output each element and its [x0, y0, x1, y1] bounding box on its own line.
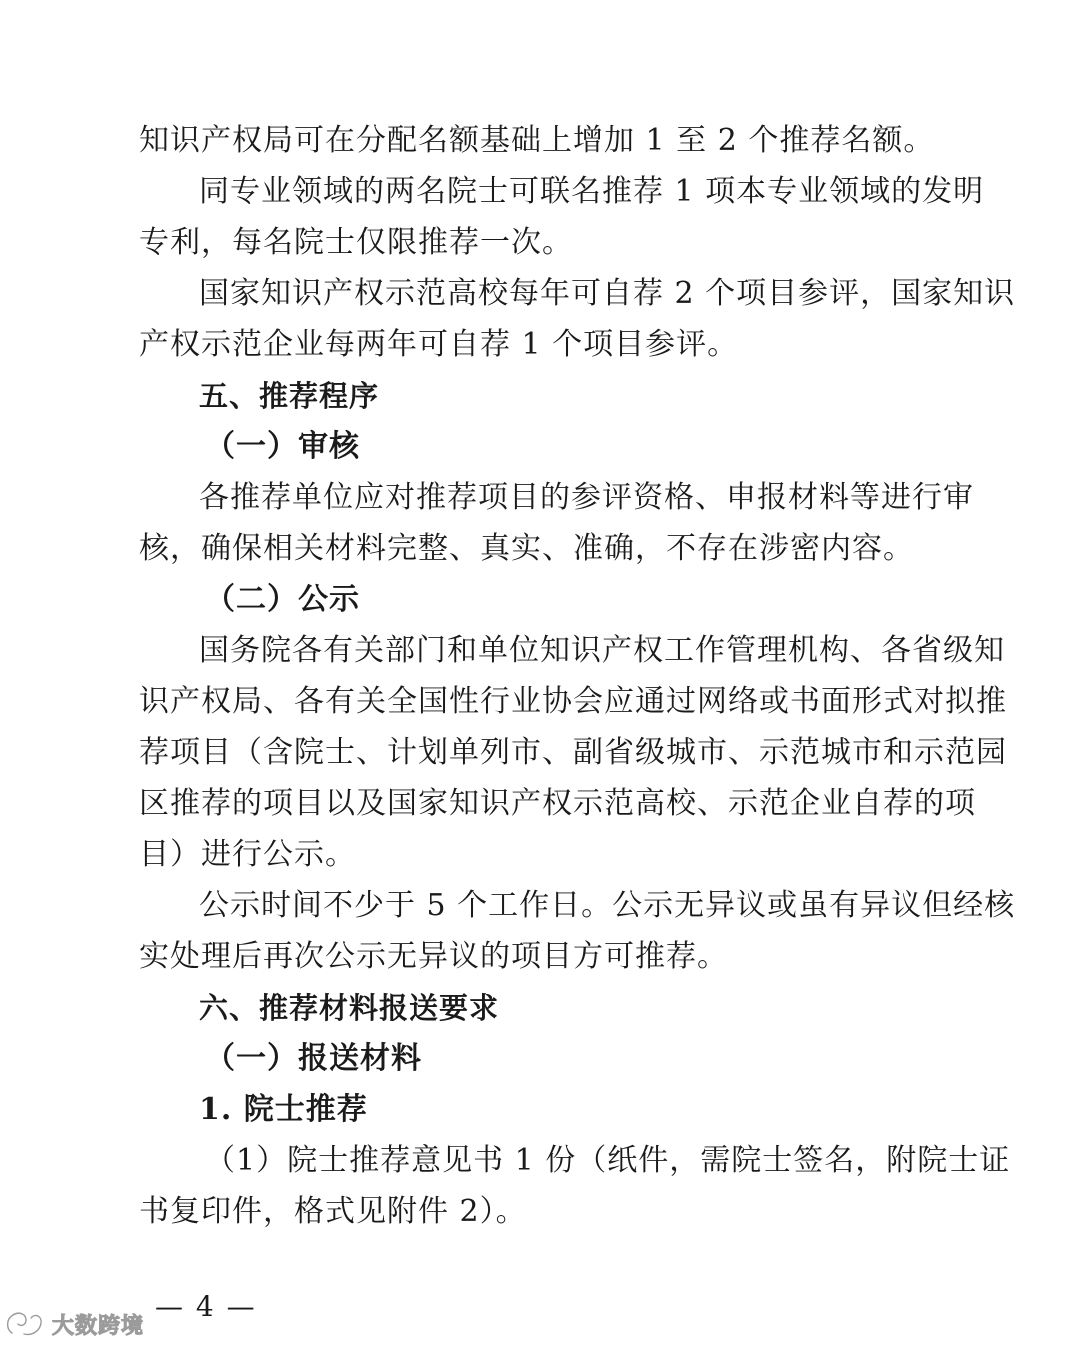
section-heading-6: 六、推荐材料报送要求: [199, 991, 500, 1025]
body-line-1: 知识产权局可在分配名额基础上增加 1 至 2 个推荐名额。: [139, 123, 935, 158]
body-line-16: 公示时间不少于 5 个工作日。公示无异议或虽有异议但经核: [199, 888, 1016, 923]
body-line-9: 核，确保相关材料完整、真实、准确，不存在涉密内容。: [139, 531, 914, 566]
body-line-22: 书复印件，格式见附件 2）。: [139, 1194, 527, 1229]
watermark-logo-icon: [4, 1309, 46, 1339]
body-line-14: 区推荐的项目以及国家知识产权示范高校、示范企业自荐的项: [139, 786, 976, 821]
body-line-21: （1）院士推荐意见书 1 份（纸件，需院士签名，附院士证: [205, 1143, 1011, 1178]
section-heading-5: 五、推荐程序: [199, 379, 380, 413]
watermark: [4, 1306, 144, 1342]
body-line-11: 国务院各有关部门和单位知识产权工作管理机构、各省级知: [199, 633, 1005, 668]
subsection-heading-review: （一）审核: [205, 429, 360, 464]
body-line-8: 各推荐单位应对推荐项目的参评资格、申报材料等进行审: [199, 480, 974, 515]
subsection-heading-materials: （一）报送材料: [205, 1041, 422, 1076]
item-heading-academician: 1. 院士推荐: [199, 1092, 368, 1127]
body-line-4: 国家知识产权示范高校每年可自荐 2 个项目参评，国家知识: [199, 276, 1016, 311]
page-number: — 4 —: [155, 1290, 257, 1323]
body-line-12: 识产权局、各有关全国性行业协会应通过网络或书面形式对拟推: [139, 684, 1007, 719]
watermark-text: 大数跨境: [52, 1313, 145, 1339]
subsection-heading-publicity: （二）公示: [205, 582, 360, 617]
body-line-17: 实处理后再次公示无异议的项目方可推荐。: [139, 939, 728, 974]
body-line-3: 专利，每名院士仅限推荐一次。: [139, 225, 573, 260]
body-line-15: 目）进行公示。: [139, 837, 356, 872]
body-line-5: 产权示范企业每两年可自荐 1 个项目参评。: [139, 327, 739, 362]
body-line-13: 荐项目（含院士、计划单列市、副省级城市、示范城市和示范园: [139, 735, 1007, 770]
body-line-2: 同专业领域的两名院士可联名推荐 1 项本专业领域的发明: [199, 174, 985, 209]
